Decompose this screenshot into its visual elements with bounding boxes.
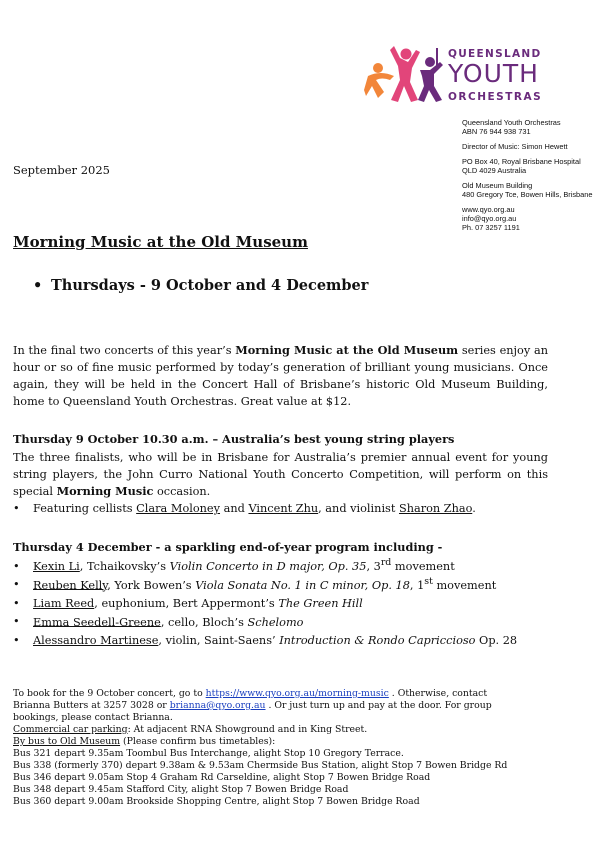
section1-text-2: occasion. [153,485,211,498]
parking-text: : At adjacent RNA Showground and in King Street. [127,724,368,735]
bus-line: Bus 348 depart 9.45am Stafford City, alight Stop 7 Bowen Bridge Road [13,784,349,795]
section1-heading: Thursday 9 October 10.30 a.m. – Australia’s best young string players [13,432,455,446]
page-title: Morning Music at the Old Museum [13,233,308,251]
subtitle-text: Thursdays - 9 October and 4 December [51,277,369,294]
intro-text-1: In the final two concerts of this year’s [13,344,236,357]
logo-orchestras: ORCHESTRAS [448,91,543,103]
bullet: • [13,578,20,592]
abn: ABN 76 944 938 731 [462,127,531,136]
parking-label: Commercial car parking [13,724,128,735]
program-text: Op. 28 [475,633,518,647]
booking-text: . Or just turn up and pay at the door. For group [265,700,492,711]
booking-line-1 [13,688,553,700]
program-item [13,557,455,573]
section2-heading: Thursday 4 December - a sparkling end-of-year program including - [13,540,443,554]
parking-line [13,724,553,736]
bus-note: (Please confirm bus timetables): [120,736,276,747]
work-title: Introduction & Rondo Capriccioso [279,633,476,647]
program-item [13,613,304,629]
bus-label: By bus to Old Museum [13,736,121,747]
section1-bold: Morning Music [56,484,154,498]
director: Director of Music: Simon Hewett [462,142,568,151]
featuring-text: , and violinist [318,502,399,515]
building-line1: Old Museum Building [462,181,533,190]
program-item [13,631,517,647]
bullet: • [33,277,43,294]
program-item [13,594,363,610]
program-item [13,576,496,592]
bullet: • [13,559,20,573]
logo-queensland: QUEENSLAND [448,48,542,60]
booking-line-3: bookings, please contact Brianna. [13,712,173,723]
bullet: • [13,502,20,515]
section1-paragraph [13,449,548,500]
work-title: The Green Hill [278,596,363,610]
featuring-text: Featuring cellists [33,502,137,515]
subtitle [33,277,368,294]
bus-line: Bus 338 (formerly 370) depart 9.38am & 9.53am Chermside Bus Station, alight Stop 7 Bowen Bridge Rd [13,760,508,771]
bullet: • [13,596,20,610]
booking-text: To book for the 9 October concert, go to [13,688,206,699]
qyo-logo [364,40,554,110]
performer-name: Alessandro Martinese [33,633,159,647]
intro-series-name: Morning Music at the Old Museum [235,343,459,357]
bus-line: Bus 346 depart 9.05am Stop 4 Graham Rd Carseldine, alight Stop 7 Bowen Bridge Road [13,772,431,783]
ordinal-suffix: st [424,575,433,587]
org-name: Queensland Youth Orchestras [462,118,561,127]
building-line2: 480 Gregory Tce, Bowen Hills, Brisbane [462,190,593,199]
booking-line-2 [13,700,553,712]
performer-name: Liam Reed [33,596,95,610]
po-box-line1: PO Box 40, Royal Brisbane Hospital [462,157,581,166]
booking-text: . Otherwise, contact [388,688,488,699]
intro-paragraph [13,342,548,410]
phone: Ph. 07 3257 1191 [462,223,520,232]
program-text: , violin, Saint-Saens’ [158,633,280,647]
performer-name: Kexin Li [33,559,80,573]
letter-date: September 2025 [13,163,110,177]
program-text: movement [432,578,497,592]
bullet: • [13,633,20,647]
performer-name: Reuben Kelly [33,578,108,592]
bus-heading [13,736,553,748]
section1-bullet [13,502,476,515]
logo-youth: YOUTH [448,59,539,88]
conjunction: and [220,502,249,515]
program-text: , cello, Bloch’s [160,615,248,629]
performer-name: Vincent Zhu [248,502,319,515]
po-box-line2: QLD 4029 Australia [462,166,527,175]
work-title: Viola Sonata No. 1 in C minor, Op. 18 [195,578,410,592]
booking-email-link[interactable]: brianna@qyo.org.au [169,700,266,711]
dancing-figures-icon [364,40,448,110]
performer-name: Emma Seedell-Greene [33,615,161,629]
bus-line: Bus 321 depart 9.35am Toombul Bus Interchange, alight Stop 10 Gregory Terrace. [13,748,404,759]
booking-link[interactable]: https://www.qyo.org.au/morning-music [205,688,389,699]
performer-name: Clara Moloney [136,502,221,515]
email[interactable]: info@qyo.org.au [462,214,517,223]
bus-line: Bus 360 depart 9.00am Brookside Shopping Centre, alight Stop 7 Bowen Bridge Road [13,796,420,807]
booking-text: Brianna Butters at 3257 3028 or [13,700,170,711]
program-text: , 3 [366,559,381,573]
section1-text-1: The three finalists, who will be in Brisbane for Australia’s premier annual event for young string players, the John Curro National Youth Concerto Competition, will perform on this special [13,451,548,498]
intro-text-2: series enjoy an hour or so of fine music performed by today’s generation of brilliant young musicians. Once again, they will be held in the Concert Hall of Brisbane’s historic Old Museum Building, home to Queensland Youth Orchestras. Great value at $12. [13,344,548,408]
program-text: , euphonium, Bert Appermont’s [94,596,279,610]
booking-info [13,688,553,808]
program-text: , Tchaikovsky’s [79,559,170,573]
work-title: Schelomo [247,615,304,629]
contact-block [462,118,593,238]
period: . [472,502,476,515]
program-text: , York Bowen’s [107,578,196,592]
ordinal-suffix: rd [380,557,392,568]
performer-name: Sharon Zhao [398,502,473,515]
program-text: , 1 [409,578,425,592]
work-title: Violin Concerto in D major, Op. 35 [169,559,367,573]
program-text: movement [391,559,455,573]
website[interactable]: www.qyo.org.au [462,205,515,214]
bullet: • [13,615,20,629]
